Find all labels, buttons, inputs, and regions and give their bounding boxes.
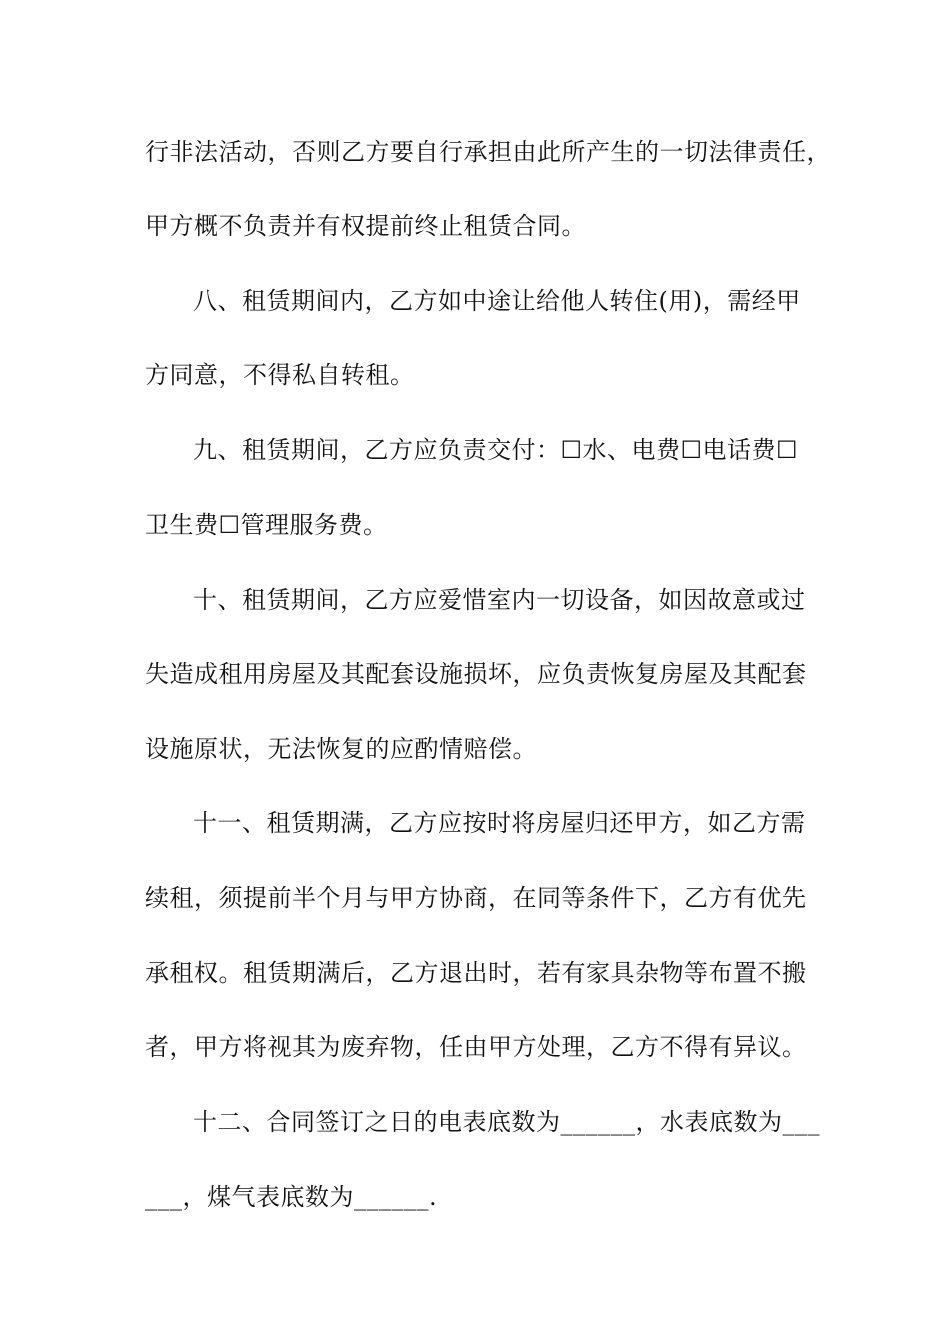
text-line: ___，煤气表底数为______. [145, 1183, 438, 1211]
clause-9-line: 九、租赁期间，乙方应负责交付：☐水、电费☐电话费☐ [193, 436, 799, 464]
clause-12-line: 十二、合同签订之日的电表底数为______，水表底数为___ [193, 1108, 820, 1136]
text-line: 失造成租用房屋及其配套设施损坏，应负责恢复房屋及其配套 [145, 660, 807, 688]
clause-10-line: 十、租赁期间，乙方应爱惜室内一切设备，如因故意或过 [193, 586, 806, 614]
clause-8-line: 八、租赁期间内，乙方如中途让给他人转住(用)，需经甲 [193, 287, 801, 315]
text-line: 设施原状，无法恢复的应酌情赔偿。 [145, 735, 537, 763]
text-line: 者，甲方将视其为废弃物，任由甲方处理，乙方不得有异议。 [145, 1033, 807, 1061]
text-line: 卫生费☐管理服务费。 [145, 511, 388, 539]
text-line: 承租权。租赁期满后，乙方退出时，若有家具杂物等布置不搬 [145, 959, 807, 987]
text-line: 方同意，不得私自转租。 [145, 361, 415, 389]
text-line: 甲方概不负责并有权提前终止租赁合同。 [145, 212, 586, 240]
clause-11-line: 十一、租赁期满，乙方应按时将房屋归还甲方，如乙方需 [193, 809, 806, 837]
text-line: 行非法活动，否则乙方要自行承担由此所产生的一切法律责任， [145, 138, 831, 166]
text-line: 续租，须提前半个月与甲方协商，在同等条件下，乙方有优先 [145, 884, 807, 912]
